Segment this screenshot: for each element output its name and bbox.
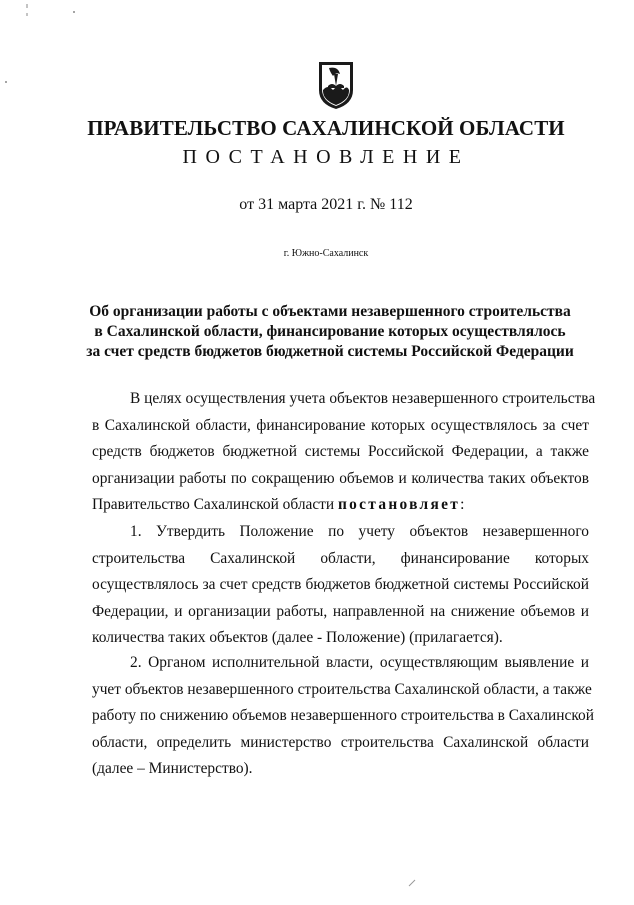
subject-line: за счет средств бюджетов бюджетной системы Российской Федерации bbox=[86, 343, 574, 360]
text-line: организации работы по сокращению объемов и количества таких объектов bbox=[92, 469, 589, 487]
organization-title: ПРАВИТЕЛЬСТВО САХАЛИНСКОЙ ОБЛАСТИ bbox=[87, 116, 565, 140]
text-line: учет объектов незавершенного строительства Сахалинской области, а также bbox=[92, 680, 592, 698]
text-line: Федерации, и организации работы, направленной на снижение объемов и bbox=[92, 602, 589, 620]
subject-line: в Сахалинской области, финансирование которых осуществлялось bbox=[94, 323, 566, 340]
document-subject bbox=[60, 302, 600, 362]
scan-artifact bbox=[72, 10, 76, 14]
text-line: работу по снижению объемов незавершенного строительства в Сахалинской bbox=[92, 707, 594, 725]
text-line: В целях осуществления учета объектов незавершенного строительства bbox=[130, 390, 596, 407]
text-line: количества таких объектов (далее - Положение) (прилагается). bbox=[92, 629, 503, 647]
city-name: г. Южно-Сахалинск bbox=[283, 248, 369, 259]
text-line: строительства Сахалинской области, финансирование которых bbox=[92, 549, 589, 567]
item-2-paragraph bbox=[92, 650, 594, 783]
text-fragment: : bbox=[460, 496, 465, 514]
text-line: 1. Утвердить Положение по учету объектов незавершенного bbox=[130, 523, 589, 540]
text-line: (далее – Министерство). bbox=[92, 760, 253, 778]
text-fragment: Правительство Сахалинской области bbox=[92, 496, 338, 514]
text-line: области, определить министерство строительства Сахалинской области bbox=[92, 733, 589, 751]
document-type: ПОСТАНОВЛЕНИЕ bbox=[182, 146, 470, 168]
preamble-paragraph bbox=[92, 386, 596, 519]
decree-word: постановляет bbox=[337, 496, 461, 514]
scan-artifact bbox=[4, 80, 8, 84]
text-line: средств бюджетов бюджетной системы Российской Федерации, а также bbox=[92, 443, 589, 461]
item-1-paragraph bbox=[92, 519, 589, 652]
date-and-number: от 31 марта 2021 г. № 112 bbox=[239, 196, 413, 213]
text-line: осуществлялось за счет средств бюджетов бюджетной системы Российской bbox=[92, 576, 589, 594]
coat-of-arms-emblem bbox=[316, 60, 356, 110]
scan-artifact bbox=[24, 4, 30, 24]
subject-line: Об организации работы с объектами незавершенного строительства bbox=[89, 303, 571, 320]
text-line bbox=[92, 492, 589, 519]
text-line: в Сахалинской области, финансирование которых осуществлялось за счет bbox=[92, 416, 589, 434]
text-line: 2. Органом исполнительной власти, осуществляющим выявление и bbox=[130, 654, 589, 671]
scan-artifact bbox=[408, 878, 418, 888]
